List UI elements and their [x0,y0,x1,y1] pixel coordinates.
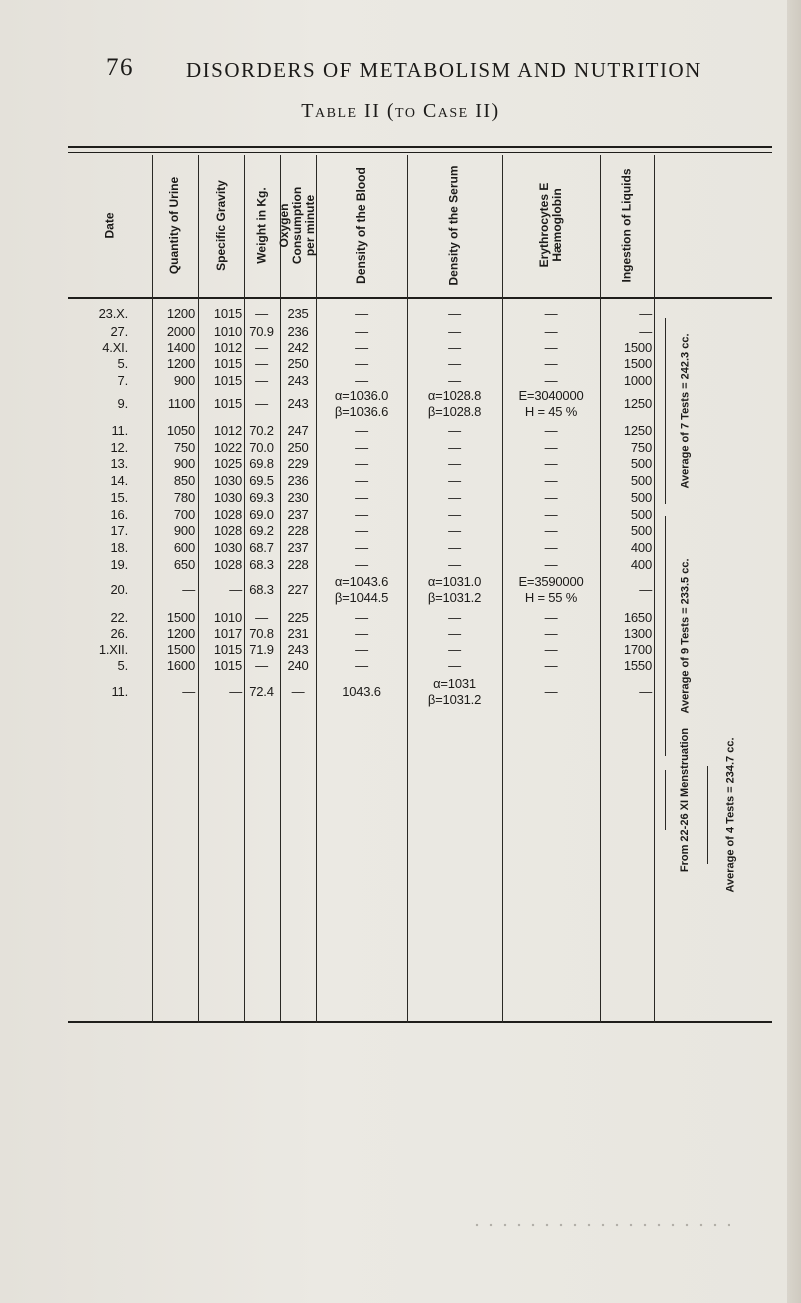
brace [707,766,708,864]
cell-blood [316,574,407,606]
header-rule [68,297,772,299]
table-title: Table II (to Case II) [301,100,500,122]
cell-liquids: 500 [630,473,652,488]
cell-liquids: 400 [630,557,652,572]
header-weight: Weight in Kg. [254,186,269,264]
cell-serum: — [448,423,461,438]
cell-ery-line2: H = 45 % [524,404,578,419]
cell-weight: — [255,306,268,321]
brace [665,516,666,756]
cell-oxygen: 240 [287,658,309,673]
cell-oxygen: 243 [287,642,309,657]
cell-liquids: 500 [630,507,652,522]
cell-weight: — [255,356,268,371]
cell-serum-line1: α=1031 [433,676,476,691]
cell-weight: 68.3 [249,557,274,572]
cell-sg: 1022 [213,440,242,455]
cell-oxygen: 227 [287,582,309,597]
brace [665,318,666,504]
cell-blood-line2: β=1036.6 [334,404,389,419]
cell-blood: — [355,340,368,355]
cell-urine: 1200 [166,306,195,321]
cell-urine: 1200 [166,356,195,371]
cell-ery: — [544,523,558,538]
note-average-7-tests: Average of 7 Tests = 242.3 cc. [679,333,692,489]
cell-liquids: — [639,324,652,339]
cell-liquids: 1500 [623,340,652,355]
cell-sg: 1010 [213,610,242,625]
print-specks [470,1222,730,1228]
cell-serum-line1: α=1031.0 [427,574,482,589]
cell-serum-line2: β=1031.2 [427,590,482,605]
cell-oxygen: 243 [287,373,309,388]
cell-liquids: 1250 [623,423,652,438]
cell-sg: 1015 [213,373,242,388]
cell-liquids: 1500 [623,356,652,371]
cell-oxygen: 237 [287,507,309,522]
cell-liquids: 1700 [623,642,652,657]
cell-date: 19. [110,557,128,572]
cell-oxygen: 228 [287,557,309,572]
cell-date: 17. [110,523,128,538]
top-rule [68,146,772,148]
cell-serum [407,676,502,708]
cell-ery: — [544,373,558,388]
cell-blood: — [355,658,368,673]
cell-ery: — [544,610,558,625]
cell-date: 22. [110,610,128,625]
cell-ery: — [544,423,558,438]
cell-blood: — [355,642,368,657]
cell-oxygen: 250 [287,440,309,455]
cell-blood: — [355,440,368,455]
cell-serum: — [448,610,461,625]
cell-urine: 1200 [166,626,195,641]
cell-serum: — [448,324,461,339]
cell-serum: — [448,523,461,538]
cell-liquids: — [639,582,652,597]
cell-blood: — [355,473,368,488]
cell-serum: — [448,557,461,572]
cell-ery: — [544,642,558,657]
cell-weight: 69.3 [249,490,274,505]
cell-ery: — [544,324,558,339]
cell-liquids: — [639,684,652,699]
cell-sg: 1030 [213,490,242,505]
cell-liquids: 500 [630,456,652,471]
cell-liquids: — [639,306,652,321]
cell-liquids: 1250 [623,396,652,411]
cell-date: 5. [117,356,128,371]
cell-ery [502,388,600,420]
cell-weight: 70.0 [249,440,274,455]
cell-oxygen: 229 [287,456,309,471]
cell-oxygen: 236 [287,324,309,339]
cell-date: 16. [110,507,128,522]
cell-sg: 1015 [213,306,242,321]
cell-sg: 1012 [213,423,242,438]
cell-urine: 650 [173,557,195,572]
cell-blood: — [355,306,368,321]
cell-oxygen: 235 [287,306,309,321]
cell-blood: — [355,626,368,641]
cell-liquids: 500 [630,490,652,505]
running-head-text: DISORDERS OF METABOLISM AND NUTRITION [186,58,702,82]
cell-oxygen: 247 [287,423,309,438]
cell-serum: — [448,540,461,555]
cell-ery: — [544,507,558,522]
cell-ery: — [544,684,558,699]
cell-date: 11. [111,684,128,699]
cell-ery: — [544,456,558,471]
cell-serum: — [448,490,461,505]
cell-date: 23.X. [98,306,128,321]
cell-urine: 600 [173,540,195,555]
cell-date: 27. [110,324,128,339]
cell-weight: 69.2 [249,523,274,538]
header-date: Date [102,211,117,239]
header-oxygen-consumption: Oxygen Consumption per minute [277,186,318,264]
cell-sg: 1015 [213,642,242,657]
cell-weight: 68.3 [249,582,274,597]
cell-serum [407,388,502,420]
cell-urine: 1100 [167,396,195,411]
cell-date: 26. [110,626,128,641]
cell-urine: 900 [173,523,195,538]
header-quantity-of-urine: Quantity of Urine [167,176,182,274]
cell-blood: — [355,373,368,388]
cell-date: 20. [110,582,128,597]
cell-serum-line2: β=1031.2 [427,692,482,707]
cell-serum-line1: α=1028.8 [427,388,482,403]
cell-oxygen: 230 [287,490,309,505]
cell-serum: — [448,373,461,388]
cell-oxygen: 225 [287,610,309,625]
cell-oxygen: 236 [287,473,309,488]
cell-serum: — [448,507,461,522]
cell-weight: — [255,610,268,625]
cell-blood: 1043.6 [342,684,381,699]
cell-ery: — [544,557,558,572]
cell-oxygen: 237 [287,540,309,555]
cell-serum: — [448,440,461,455]
cell-ery: — [544,440,558,455]
cell-serum-line2: β=1028.8 [427,404,482,419]
cell-urine: 2000 [166,324,195,339]
cell-weight: 68.7 [249,540,274,555]
brace [665,770,666,830]
cell-liquids: 1650 [623,610,652,625]
cell-blood: — [355,490,368,505]
cell-oxygen: — [291,684,305,699]
cell-sg: — [229,684,242,699]
cell-oxygen: 250 [287,356,309,371]
cell-weight: 69.5 [249,473,274,488]
cell-weight: 71.9 [249,642,274,657]
cell-urine: 750 [173,440,195,455]
cell-urine: 850 [173,473,195,488]
note-menstruation: From 22-26 XI Menstruation [679,727,692,873]
top-rule-thin [68,152,772,153]
cell-blood: — [355,610,368,625]
header-erythrocytes: Erythrocytes E Hæmoglobin [537,182,564,268]
cell-date: 13. [110,456,128,471]
note-average-9-tests: Average of 9 Tests = 233.5 cc. [679,558,692,714]
cell-ery-line1: E=3040000 [518,388,584,403]
cell-serum: — [448,642,461,657]
cell-weight: 70.9 [249,324,274,339]
cell-weight: — [255,396,268,411]
cell-serum: — [448,473,461,488]
cell-ery: — [544,340,558,355]
cell-urine: 1500 [166,642,195,657]
cell-liquids: 1300 [623,626,652,641]
header-specific-gravity: Specific Gravity [213,179,228,271]
cell-sg: 1030 [213,540,242,555]
cell-urine: 700 [173,507,195,522]
cell-date: 7. [117,373,128,388]
cell-sg: — [229,582,242,597]
cell-urine: 900 [173,373,195,388]
header-density-blood: Density of the Blood [354,166,369,284]
cell-serum: — [448,306,461,321]
cell-blood [316,388,407,420]
cell-sg: 1015 [213,658,242,673]
cell-weight: 69.8 [249,456,274,471]
cell-ery: — [544,490,558,505]
cell-urine: 1400 [166,340,195,355]
cell-blood: — [355,507,368,522]
bottom-rule [68,1021,772,1023]
cell-date: 11. [111,423,128,438]
cell-oxygen: 231 [287,626,309,641]
cell-sg: 1015 [213,396,242,411]
cell-serum: — [448,356,461,371]
cell-weight: — [255,373,268,388]
cell-blood: — [355,523,368,538]
cell-sg: 1028 [213,557,242,572]
cell-urine: 1050 [166,423,195,438]
cell-date: 15. [110,490,128,505]
cell-ery-line1: E=3590000 [518,574,584,589]
cell-weight: 69.0 [249,507,274,522]
cell-oxygen: 228 [287,523,309,538]
cell-date: 4.XI. [102,340,128,355]
cell-serum: — [448,456,461,471]
cell-urine: 1500 [166,610,195,625]
note-average-4-tests: Average of 4 Tests = 234.7 cc. [724,737,737,893]
cell-sg: 1010 [213,324,242,339]
cell-urine: — [182,582,195,597]
cell-ery: — [544,626,558,641]
cell-urine: — [182,684,195,699]
cell-weight: 70.8 [249,626,274,641]
cell-sg: 1028 [213,523,242,538]
cell-sg: 1017 [213,626,242,641]
cell-blood: — [355,557,368,572]
cell-blood: — [355,324,368,339]
cell-urine: 900 [173,456,195,471]
cell-sg: 1012 [213,340,242,355]
cell-ery: — [544,356,558,371]
cell-ery: — [544,306,558,321]
cell-weight: — [255,340,268,355]
cell-weight: — [255,658,268,673]
col-divider [654,155,655,1023]
cell-serum [407,574,502,606]
cell-blood: — [355,540,368,555]
cell-liquids: 400 [630,540,652,555]
cell-liquids: 1000 [623,373,652,388]
cell-ery: — [544,540,558,555]
cell-blood-line1: α=1036.0 [334,388,389,403]
cell-blood: — [355,356,368,371]
cell-ery [502,574,600,606]
cell-blood-line1: α=1043.6 [334,574,389,589]
cell-liquids: 1550 [623,658,652,673]
cell-date: 9. [117,396,128,411]
cell-urine: 1600 [166,658,195,673]
cell-sg: 1015 [213,356,242,371]
header-density-serum: Density of the Serum [447,164,461,286]
cell-blood: — [355,423,368,438]
cell-liquids: 750 [630,440,652,455]
cell-ery: — [544,473,558,488]
cell-serum: — [448,626,461,641]
cell-blood: — [355,456,368,471]
cell-serum: — [448,340,461,355]
cell-serum: — [448,658,461,673]
cell-urine: 780 [173,490,195,505]
cell-sg: 1025 [213,456,242,471]
cell-blood-line2: β=1044.5 [334,590,389,605]
page-number: 76 [106,54,134,81]
cell-oxygen: 243 [287,396,309,411]
cell-date: 18. [110,540,128,555]
page-edge [787,0,801,1303]
cell-weight: 72.4 [249,684,274,699]
cell-weight: 70.2 [249,423,274,438]
header-ingestion-liquids: Ingestion of Liquids [619,168,634,282]
cell-date: 12. [110,440,128,455]
cell-sg: 1030 [213,473,242,488]
cell-ery: — [544,658,558,673]
cell-liquids: 500 [630,523,652,538]
cell-date: 5. [117,658,128,673]
cell-date: 14. [110,473,128,488]
cell-oxygen: 242 [287,340,309,355]
cell-ery-line2: H = 55 % [524,590,578,605]
cell-sg: 1028 [213,507,242,522]
cell-date: 1.XII. [98,642,128,657]
